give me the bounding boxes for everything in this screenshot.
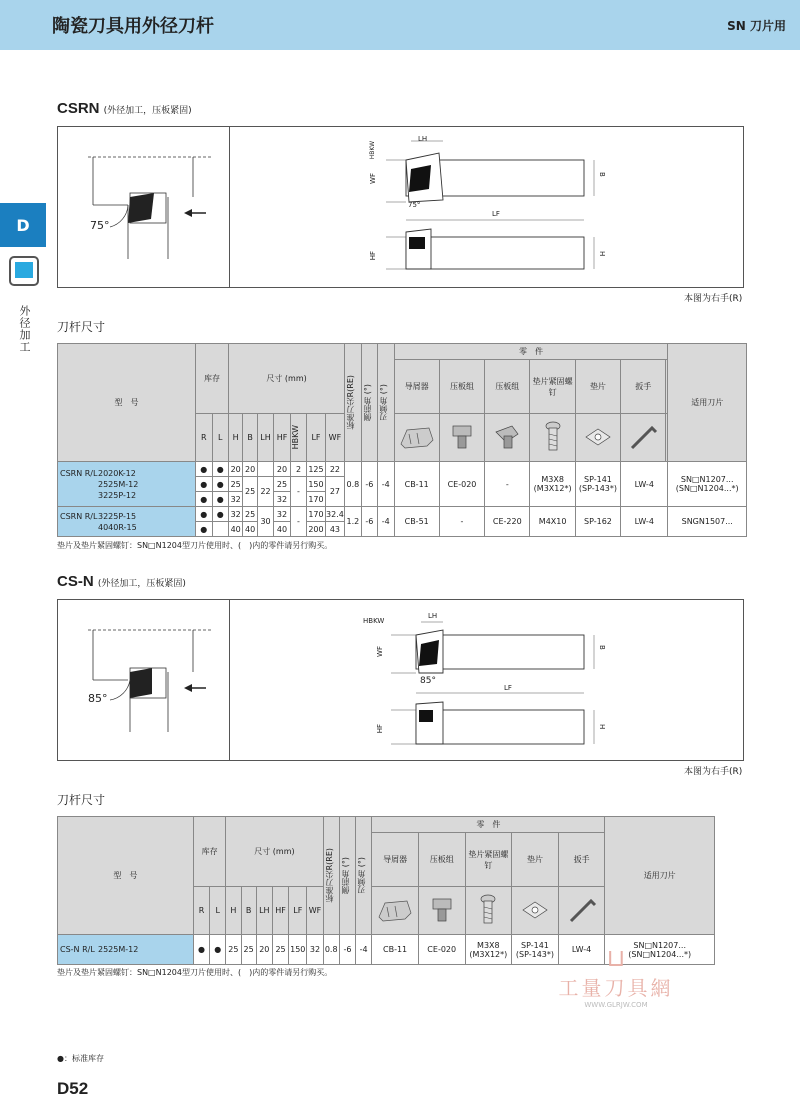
stock-r: ●	[196, 462, 212, 477]
shim-value: SP-141	[521, 940, 549, 950]
csn-spec-table	[57, 816, 715, 965]
th-hf: HF	[274, 414, 290, 462]
csrn-group-1-cell	[58, 462, 196, 507]
shim	[575, 462, 620, 507]
csrn-group-2-label: CSRN R/L	[60, 511, 98, 521]
csn-diagram	[57, 599, 744, 761]
dim-lf: 125	[307, 462, 326, 477]
dim-wf: 22	[325, 462, 344, 477]
dim-hf: 20	[274, 462, 290, 477]
shim-icon	[575, 414, 620, 462]
th-shim: 垫片	[512, 833, 559, 887]
csn-dim-hf: HF	[376, 724, 384, 734]
th-lh: LH	[256, 887, 272, 935]
clamp-set-1: CE-020	[439, 462, 484, 507]
th-right-hand: R	[196, 414, 212, 462]
shim-alt: (SP-143*)	[578, 484, 617, 493]
th-chip-breaker: 导屑器	[394, 360, 439, 414]
dim-lf: 170	[307, 492, 326, 507]
dim-wf: 32.4	[325, 507, 344, 522]
th-b: B	[243, 414, 257, 462]
stock-l	[212, 522, 228, 537]
wrench-icon	[621, 414, 666, 462]
th-chip-breaker: 导屑器	[372, 833, 419, 887]
stock-l: ●	[212, 507, 228, 522]
model-4040R-15: 4040R-15	[98, 522, 137, 532]
dim-hbkw: 2	[290, 462, 306, 477]
dim-h: 40	[228, 522, 242, 537]
th-wrench: 扳手	[621, 360, 666, 414]
th-clamp-set-1: 压板组	[439, 360, 484, 414]
inclination-angle: -4	[378, 462, 394, 507]
wrench: LW-4	[621, 462, 668, 507]
csn-desc: (外径加工，压板紧固)	[97, 579, 186, 589]
csrn-footnote: 垫片及垫片紧固螺钉：SN□N1204型刀片使用时、( )内的零件请另行购买。	[57, 541, 333, 550]
chip-breaker: CB-51	[394, 507, 439, 537]
dim-lh	[257, 462, 273, 477]
dim-hf: 32	[274, 507, 290, 522]
th-inclination-angle: 刃倾角 (°)	[379, 384, 389, 421]
csrn-code: CSRN	[57, 100, 100, 117]
th-model: 型 号	[58, 344, 196, 462]
th-shim-screw: 垫片紧固螺钉	[465, 833, 512, 887]
inclination-angle: -4	[378, 507, 394, 537]
csn-dim-wf: WF	[376, 646, 384, 657]
inclination-angle: -4	[356, 935, 372, 965]
shim-value: SP-141	[583, 475, 612, 484]
stock-l: ●	[212, 492, 228, 507]
dim-wf: 32	[307, 935, 323, 965]
clamp-set-2: -	[485, 462, 530, 507]
th-b: B	[241, 887, 256, 935]
csn-table-title: 刀杆尺寸	[57, 793, 106, 807]
watermark-logo-icon: ⊔	[606, 944, 626, 972]
dim-lf: 150	[289, 935, 307, 965]
csrn-table-title: 刀杆尺寸	[57, 320, 106, 334]
dim-lf: 200	[307, 522, 326, 537]
th-lf: LF	[307, 414, 326, 462]
dim-hf: 25	[272, 935, 288, 965]
th-clamp-set: 压板组	[418, 833, 465, 887]
dim-hf: 25	[274, 477, 290, 492]
shim-screw-value: M3X8	[541, 475, 564, 484]
dim-h: 32	[228, 492, 242, 507]
csrn-dim-wf: WF	[369, 173, 377, 184]
dim-hbkw: -	[290, 507, 306, 537]
model-2020K-12: 2020K-12	[98, 468, 136, 478]
insert	[668, 462, 747, 507]
th-wf: WF	[307, 887, 323, 935]
csrn-approach-angle: 75°	[90, 219, 110, 232]
insert-alt: (SN□N1204...*)	[675, 484, 739, 493]
model-2525M-12: 2525M-12	[98, 479, 139, 489]
csrn-diagram	[57, 126, 744, 288]
csrn-right-hand-note: 本图为右手(R)	[684, 294, 743, 304]
insert-type-label: SN 刀片用	[727, 19, 786, 33]
shim-screw: M4X10	[530, 507, 575, 537]
page-header	[0, 0, 800, 50]
th-h: H	[228, 414, 242, 462]
csn-workpiece-diagram	[58, 600, 230, 760]
model-2525M-12: 2525M-12	[98, 945, 139, 954]
dim-hf: 32	[274, 492, 290, 507]
dim-h: 32	[228, 507, 242, 522]
wrench: LW-4	[621, 507, 668, 537]
dim-wf: 43	[325, 522, 344, 537]
clamp-set-2: CE-220	[485, 507, 530, 537]
corner-radius: 0.8	[323, 935, 339, 965]
csrn-workpiece-diagram	[58, 127, 230, 287]
dim-h: 25	[228, 477, 242, 492]
csrn-group-1-label: CSRN R/L	[60, 468, 98, 478]
th-dimensions: 尺寸 (mm)	[226, 817, 323, 887]
th-inclination-angle: 刃倾角 (°)	[357, 857, 367, 894]
csrn-dim-hf: HF	[369, 251, 377, 261]
th-lf: LF	[289, 887, 307, 935]
dim-hf: 40	[274, 522, 290, 537]
th-wf: WF	[325, 414, 344, 462]
stock-r: ●	[193, 935, 209, 965]
shim-screw	[530, 462, 575, 507]
csn-right-hand-note: 本图为右手(R)	[684, 767, 743, 777]
th-insert: 适用刀片	[668, 344, 747, 462]
shim-icon	[512, 887, 559, 935]
th-stock: 库存	[196, 344, 229, 414]
rake-angle: -6	[339, 935, 355, 965]
dim-b: 40	[243, 522, 257, 537]
csn-approach-angle: 85°	[88, 692, 108, 705]
stock-r: ●	[196, 507, 212, 522]
clamp-set-1: -	[439, 507, 484, 537]
th-stock: 库存	[193, 817, 225, 887]
stock-l: ●	[210, 935, 226, 965]
rake-angle: -6	[361, 462, 377, 507]
insert-alt: (SN□N1204...*)	[628, 949, 692, 959]
th-h: H	[226, 887, 241, 935]
csn-holder-drawing	[231, 600, 743, 760]
shim: SP-162	[575, 507, 620, 537]
csn-dim-lh: LH	[428, 612, 438, 620]
csn-dim-angle: 85°	[420, 676, 436, 686]
page-title: 陶瓷刀具用外径刀杆	[52, 16, 214, 37]
clamp-set-1-icon	[439, 414, 484, 462]
dim-lh: 22	[257, 477, 273, 507]
insert-value: SN□N1207...	[680, 475, 734, 484]
th-dimensions: 尺寸 (mm)	[228, 344, 344, 414]
insert-value: SN□N1207...	[633, 940, 686, 950]
csn-code: CS-N	[57, 573, 94, 590]
dim-wf: 27	[325, 477, 344, 507]
corner-radius: 1.2	[345, 507, 361, 537]
dim-lh: 30	[257, 507, 273, 537]
side-section-label: 外径加工	[18, 305, 31, 353]
dim-lh: 20	[256, 935, 272, 965]
th-insert: 适用刀片	[605, 817, 715, 935]
th-corner-radius: 标准刀尖R(RE)	[324, 848, 334, 903]
legend-note: ●：标准库存	[57, 1054, 104, 1063]
csrn-desc: (外径加工，压板紧固)	[103, 106, 192, 116]
watermark	[541, 944, 691, 1009]
th-clamp-set-2: 压板组	[485, 360, 530, 414]
shim-screw-alt: (M3X12*)	[469, 949, 508, 959]
dim-h: 20	[228, 462, 242, 477]
model-3225P-15: 3225P-15	[98, 511, 137, 521]
shim-screw-alt: (M3X12*)	[533, 484, 572, 493]
rake-angle: -6	[361, 507, 377, 537]
stock-r: ●	[196, 492, 212, 507]
csrn-dim-h: H	[598, 251, 606, 257]
dim-lf: 170	[307, 507, 326, 522]
chip-breaker: CB-11	[372, 935, 419, 965]
csrn-dim-hbkw: HBKW	[369, 141, 376, 160]
th-parts: 零 件	[394, 344, 668, 360]
csn-footnote: 垫片及垫片紧固螺钉：SN□N1204型刀片使用时、( )内的零件请另行购买。	[57, 968, 333, 977]
shim-alt: (SP-143*)	[515, 949, 555, 959]
chip-breaker-icon	[394, 414, 439, 462]
th-shim: 垫片	[575, 360, 620, 414]
stock-l: ●	[212, 477, 228, 492]
csn-group-label: CS-N R/L	[60, 945, 95, 954]
chip-breaker-icon	[372, 887, 419, 935]
shim-screw-icon	[465, 887, 512, 935]
csn-dim-lf: LF	[504, 684, 512, 692]
csrn-dim-angle: 75°	[408, 201, 421, 209]
shim-screw	[465, 935, 512, 965]
th-rake-angle: 侧前角 (°)	[362, 384, 372, 421]
csrn-holder-drawing	[231, 127, 743, 287]
csrn-spec-table	[57, 343, 747, 537]
th-left-hand: L	[210, 887, 226, 935]
th-corner-radius: 标准刀尖R(RE)	[346, 375, 356, 430]
csrn-section-title	[57, 100, 192, 117]
th-model: 型 号	[58, 817, 194, 935]
csrn-dim-lf: LF	[492, 210, 500, 218]
clamp-set-2-icon	[485, 414, 530, 462]
model-3225P-12: 3225P-12	[98, 490, 137, 500]
th-parts: 零 件	[372, 817, 605, 833]
clamp-set-icon	[418, 887, 465, 935]
dim-b: 25	[243, 507, 257, 522]
stock-r: ●	[196, 522, 212, 537]
turning-icon	[9, 256, 39, 286]
dim-b: 25	[241, 935, 256, 965]
dim-b: 20	[243, 462, 257, 477]
chip-breaker: CB-11	[394, 462, 439, 507]
shim-screw-icon	[530, 414, 575, 462]
csrn-group-2-cell	[58, 507, 196, 537]
th-rake-angle: 侧前角 (°)	[340, 857, 350, 894]
wrench: LW-4	[558, 935, 605, 965]
th-right-hand: R	[193, 887, 209, 935]
page-number: D52	[57, 1079, 89, 1098]
wrench-icon	[558, 887, 605, 935]
section-tab-d[interactable]: D	[0, 203, 46, 247]
stock-r: ●	[196, 477, 212, 492]
watermark-url: WWW.GLRJW.COM	[584, 1001, 648, 1009]
stock-l: ●	[212, 462, 228, 477]
th-left-hand: L	[212, 414, 228, 462]
csn-dim-hbkw: HBKW	[363, 617, 385, 625]
csrn-dim-lh: LH	[418, 135, 428, 143]
csn-dim-h: H	[598, 724, 606, 730]
csrn-dim-b: B	[598, 172, 606, 177]
csn-model-cell	[58, 935, 194, 965]
dim-hbkw: -	[290, 477, 306, 507]
insert: SNGN1507...	[668, 507, 747, 537]
clamp-set: CE-020	[418, 935, 465, 965]
dim-b: 25	[243, 477, 257, 507]
th-lh: LH	[257, 414, 273, 462]
th-wrench: 扳手	[558, 833, 605, 887]
csn-dim-b: B	[598, 645, 606, 650]
th-hbkw: HBKW	[290, 425, 300, 450]
th-hf: HF	[272, 887, 288, 935]
th-shim-screw: 垫片紧固螺钉	[530, 360, 575, 414]
shim-screw-value: M3X8	[477, 940, 500, 950]
corner-radius: 0.8	[345, 462, 361, 507]
dim-h: 25	[226, 935, 241, 965]
dim-lf: 150	[307, 477, 326, 492]
watermark-title: 工量刀具網	[558, 976, 674, 1000]
csn-section-title	[57, 573, 186, 590]
